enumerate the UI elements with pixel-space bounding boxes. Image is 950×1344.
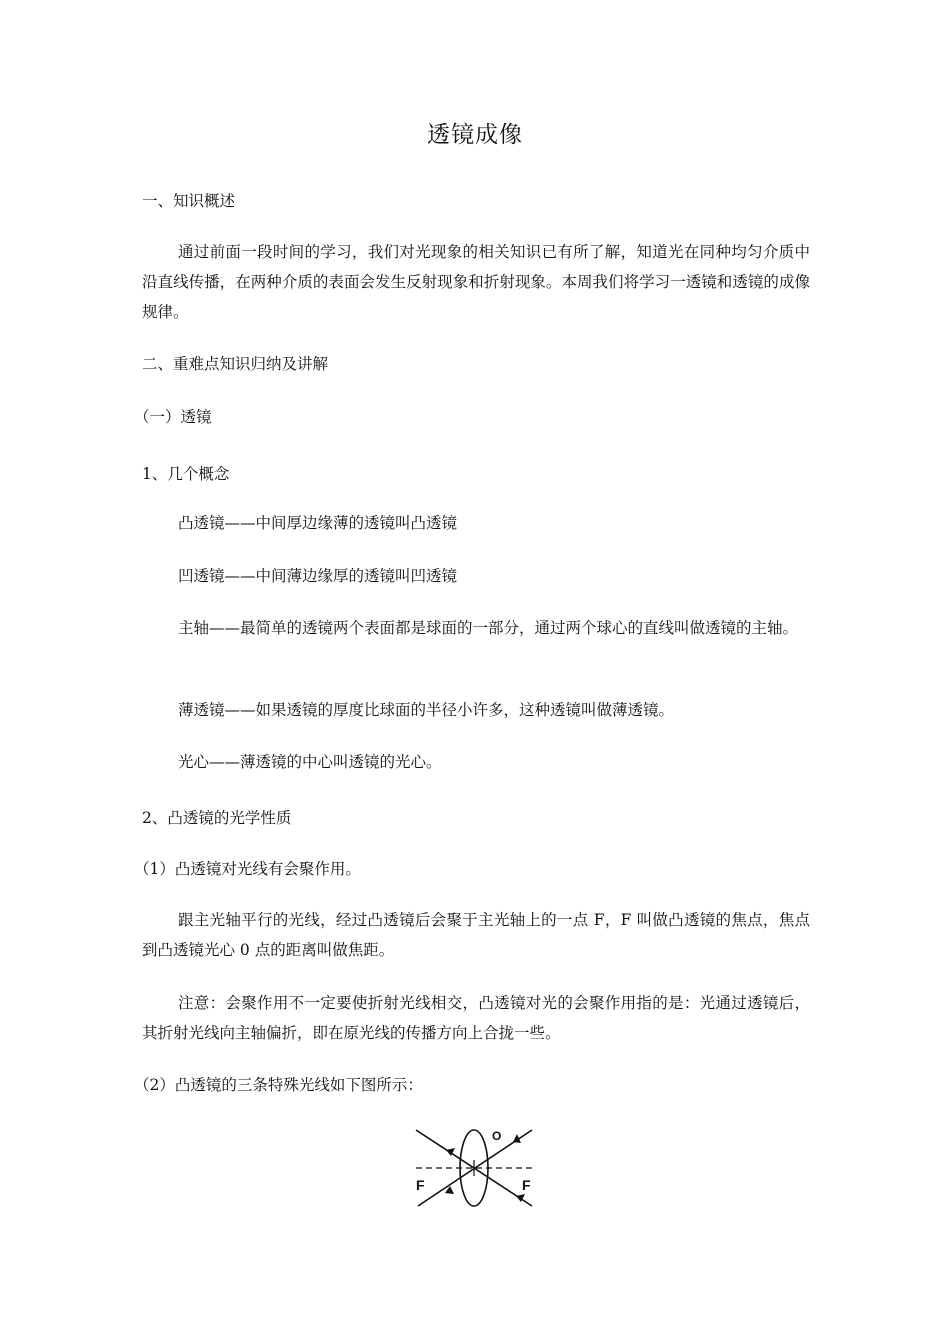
section-heading-overview: 一、知识概述 — [142, 192, 236, 210]
document-title: 透镜成像 — [427, 122, 523, 148]
concept-concave-lens: 凹透镜——中间薄边缘厚的透镜叫凹透镜 — [178, 567, 458, 585]
paragraph-note: 注意：会聚作用不一定要使折射光线相交，凸透镜对光的会聚作用指的是：光通过透镜后，其折射光线向主轴偏折，即在原光线的传播方向上合拢一些。 — [142, 994, 810, 1042]
point-converging: （1）凸透镜对光线有会聚作用。 — [134, 860, 361, 878]
concept-optical-center: 光心——薄透镜的中心叫透镜的光心。 — [178, 753, 442, 771]
label-focus-left: F — [416, 1177, 425, 1193]
label-optical-center: O — [492, 1129, 502, 1143]
item-heading-concepts: 1、几个概念 — [142, 465, 230, 483]
paragraph-overview: 通过前面一段时间的学习，我们对光现象的相关知识已有所了解，知道光在同种均匀介质中沿直线传播，在两种介质的表面会发生反射现象和折射现象。本周我们将学习一透镜和透镜的成像规律。 — [142, 243, 810, 321]
concept-thin-lens: 薄透镜——如果透镜的厚度比球面的半径小许多，这种透镜叫做薄透镜。 — [178, 701, 675, 719]
item-heading-optical-properties: 2、凸透镜的光学性质 — [142, 809, 292, 827]
point-special-rays: （2）凸透镜的三条特殊光线如下图所示： — [134, 1076, 423, 1094]
section-heading-key-points: 二、重难点知识归纳及讲解 — [142, 355, 329, 373]
label-focus-right: F — [522, 1177, 531, 1193]
concept-principal-axis: 主轴——最简单的透镜两个表面都是球面的一部分，通过两个球心的直线叫做透镜的主轴。 — [178, 619, 799, 637]
paragraph-focal-point: 跟主光轴平行的光线，经过凸透镜后会聚于主光轴上的一点 F，F 叫做凸透镜的焦点，焦点到凸透镜光心 0 点的距离叫做焦距。 — [142, 911, 810, 959]
convex-lens-ray-diagram — [412, 1124, 538, 1212]
subsection-heading-lens: （一）透镜 — [134, 408, 212, 426]
concept-convex-lens: 凸透镜——中间厚边缘薄的透镜叫凸透镜 — [178, 514, 458, 532]
